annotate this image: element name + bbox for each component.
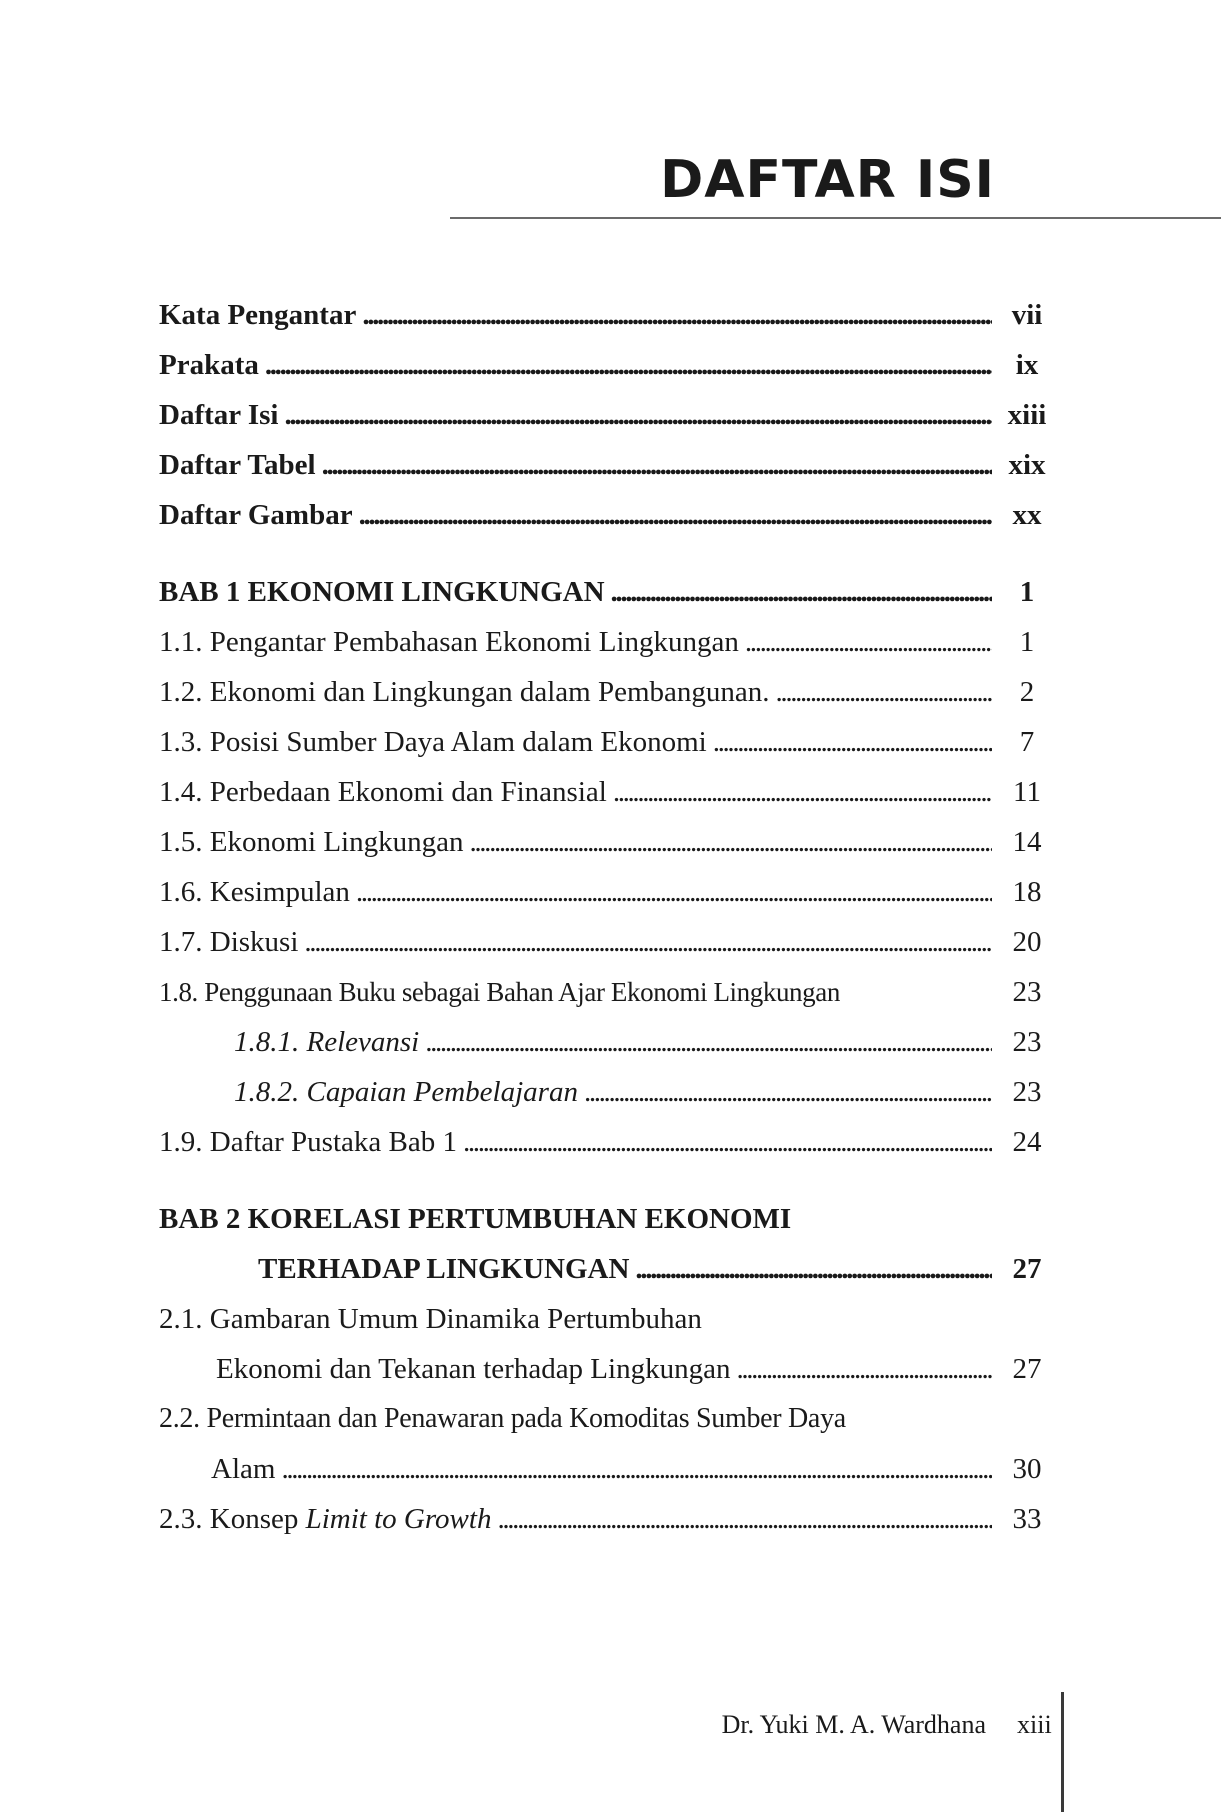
toc-entry-1-8[interactable]: [159, 967, 1056, 1017]
toc-entry-label-continued: Alam: [211, 1453, 276, 1485]
toc-entry-page: ix: [1015, 349, 1039, 381]
dot-leader: [359, 490, 992, 540]
toc-entry-label-prefix: 2.3. Konsep: [159, 1503, 306, 1535]
toc-entry-label: 1.4. Perbedaan Ekonomi dan Finansial: [159, 776, 607, 808]
toc-entry-1-5[interactable]: [159, 817, 1056, 867]
toc-entry-label: 1.3. Posisi Sumber Daya Alam dalam Ekonomi: [159, 726, 707, 758]
toc-entry-1-7[interactable]: [159, 917, 1056, 967]
toc-entry-2-2-line2[interactable]: [159, 1444, 1056, 1494]
dot-leader: [265, 340, 992, 390]
toc-entry-daftar-tabel[interactable]: [159, 440, 1056, 490]
toc-entry-page: 7: [1019, 726, 1035, 758]
toc-entry-1-1[interactable]: [159, 617, 1056, 667]
toc-entry-kata-pengantar[interactable]: [159, 290, 1056, 340]
toc-entry-page: 2: [1019, 676, 1035, 708]
dot-leader: [497, 1494, 992, 1544]
toc-entry-2-1-line2[interactable]: [159, 1344, 1056, 1394]
dot-leader: [304, 917, 992, 967]
dot-leader: [613, 767, 992, 817]
toc-entry-label-continued: Ekonomi dan Tekanan terhadap Lingkungan: [216, 1353, 731, 1385]
page-title: DAFTAR ISI: [660, 150, 995, 210]
toc-entry-1-6[interactable]: [159, 867, 1056, 917]
toc-entry-page: xx: [1012, 499, 1042, 531]
toc-entry-prakata[interactable]: [159, 340, 1056, 390]
toc-entry-page: 14: [1012, 826, 1042, 858]
toc-entry-page: 1: [1019, 576, 1035, 608]
dot-leader: [425, 1017, 992, 1067]
toc-entry-2-2-line1[interactable]: [159, 1394, 1056, 1444]
toc-entry-label: 2.2. Permintaan dan Penawaran pada Komoditas Sumber Daya: [159, 1403, 846, 1434]
toc-entry-2-3[interactable]: [159, 1494, 1056, 1544]
toc-entry-page: 1: [1019, 626, 1035, 658]
toc-entry-label: 1.6. Kesimpulan: [159, 876, 350, 908]
toc-entry-label: Daftar Tabel: [159, 449, 316, 481]
dot-leader: [611, 567, 992, 617]
toc-entry-page: vii: [1011, 299, 1043, 331]
toc-chapter-bab2-line1[interactable]: [159, 1194, 1056, 1244]
toc-entry-daftar-gambar[interactable]: [159, 490, 1056, 540]
toc-entry-daftar-isi[interactable]: [159, 390, 1056, 440]
toc-entry-page: 23: [1012, 1026, 1042, 1058]
toc-entry-label: Prakata: [159, 349, 259, 381]
section-spacer: [159, 540, 1056, 567]
toc-entry-page: 33: [1012, 1503, 1042, 1535]
toc-entry-page: 23: [1012, 1076, 1042, 1108]
dot-leader: [362, 290, 992, 340]
dot-leader: [281, 1444, 992, 1494]
dot-leader: [635, 1244, 992, 1294]
dot-leader: [356, 867, 992, 917]
dot-leader: [463, 1117, 992, 1167]
dot-leader: [745, 617, 992, 667]
toc-entry-page: 18: [1012, 876, 1042, 908]
toc-entry-label: Daftar Gambar: [159, 499, 353, 531]
toc-chapter-bab2-line2[interactable]: [159, 1244, 1056, 1294]
section-spacer: [159, 1167, 1056, 1194]
toc-chapter-bab1[interactable]: [159, 567, 1056, 617]
toc-entry-label: 1.8.1. Relevansi: [234, 1026, 420, 1058]
toc-entry-page: 23: [1012, 976, 1042, 1008]
dot-leader: [284, 390, 992, 440]
dot-leader: [713, 717, 992, 767]
footer-divider: [1061, 1692, 1064, 1812]
toc-entry-page: 11: [1013, 776, 1041, 808]
toc-entry-label: [159, 1494, 491, 1544]
toc-entry-label: 1.1. Pengantar Pembahasan Ekonomi Lingkungan: [159, 626, 739, 658]
toc-entry-label: Kata Pengantar: [159, 299, 357, 331]
toc-entry-page: 27: [1012, 1353, 1042, 1385]
toc-entry-page: xix: [1008, 449, 1046, 481]
chapter-heading: BAB 2 KORELASI PERTUMBUHAN EKONOMI: [159, 1203, 792, 1235]
dot-leader: [322, 440, 992, 490]
toc-entry-page: 30: [1012, 1453, 1042, 1485]
toc-entry-1-2[interactable]: [159, 667, 1056, 717]
toc-entry-label-italic: Limit to Growth: [305, 1503, 492, 1535]
chapter-heading: BAB 1 EKONOMI LINGKUNGAN: [159, 576, 605, 608]
toc-entry-1-4[interactable]: [159, 767, 1056, 817]
toc-entry-label: 1.9. Daftar Pustaka Bab 1: [159, 1126, 457, 1158]
toc-entry-label: 1.8.2. Capaian Pembelajaran: [234, 1076, 578, 1108]
dot-leader: [776, 667, 992, 717]
toc-entry-page: xiii: [1007, 399, 1047, 431]
toc-entry-label: Daftar Isi: [159, 399, 279, 431]
chapter-heading-continued: TERHADAP LINGKUNGAN: [258, 1253, 630, 1285]
toc-entry-1-8-1[interactable]: [159, 1017, 1056, 1067]
toc-entry-label: 1.7. Diskusi: [159, 926, 299, 958]
toc-entry-page: 24: [1012, 1126, 1042, 1158]
dot-leader: [469, 817, 992, 867]
toc-entry-page: 27: [1012, 1253, 1042, 1285]
table-of-contents: [159, 290, 1056, 1544]
toc-entry-1-8-2[interactable]: [159, 1067, 1056, 1117]
dot-leader: [736, 1344, 992, 1394]
toc-entry-label: 1.5. Ekonomi Lingkungan: [159, 826, 464, 858]
toc-entry-label: 1.8. Penggunaan Buku sebagai Bahan Ajar Ekonomi Lingkungan: [159, 977, 840, 1007]
toc-entry-1-9[interactable]: [159, 1117, 1056, 1167]
title-divider: [450, 217, 1221, 219]
toc-entry-label: 2.1. Gambaran Umum Dinamika Pertumbuhan: [159, 1303, 702, 1335]
footer-page-number: xiii: [1017, 1710, 1052, 1739]
toc-entry-2-1-line1[interactable]: [159, 1294, 1056, 1344]
toc-entry-page: 20: [1012, 926, 1042, 958]
toc-entry-label: 1.2. Ekonomi dan Lingkungan dalam Pembangunan.: [159, 676, 770, 708]
dot-leader: [584, 1067, 992, 1117]
toc-entry-1-3[interactable]: [159, 717, 1056, 767]
footer-author: Dr. Yuki M. A. Wardhana: [721, 1710, 986, 1739]
